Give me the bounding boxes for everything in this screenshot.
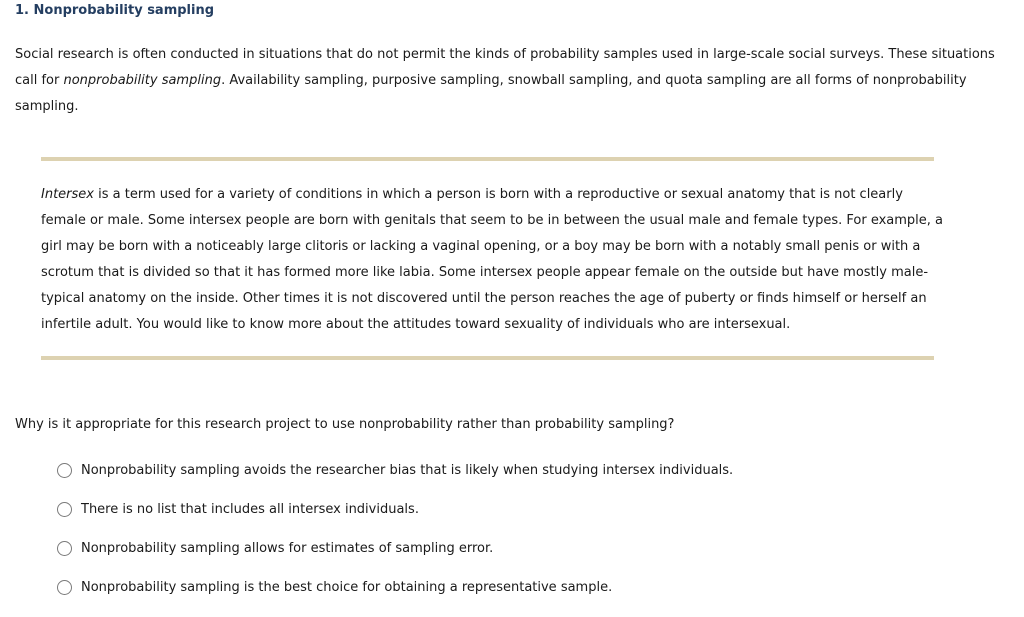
answer-option-label: Nonprobability sampling allows for estimates of sampling error.	[81, 540, 494, 556]
answer-option-3[interactable]	[57, 537, 733, 559]
scenario-text: is a term used for a variety of conditions in which a person is born with a reproductive or sexual anatomy that is not clearly female or male. Some intersex people are born with genitals that seem to be in between the usual male and female types. For example, a girl may be born with a noticeably large clitoris or lacking a vaginal opening, or a boy may be born with a notably small penis or with a scrotum that is divided so that it has formed more like labia. Some intersex people appear female on the outside but have mostly male-typical anatomy on the inside. Other times it is not discovered until the person reaches the age of puberty or finds himself or herself an infertile adult. You would like to know more about the attitudes toward sexuality of individuals who are intersexual.	[41, 187, 944, 332]
radio-button-icon[interactable]	[57, 580, 72, 595]
answer-option-label: There is no list that includes all intersex individuals.	[81, 501, 419, 517]
question-title: 1. Nonprobability sampling	[15, 3, 215, 18]
scenario-term: Intersex	[41, 187, 94, 202]
intro-paragraph	[15, 42, 1010, 120]
intro-text-2: . Availability sampling, purposive sampling, snowball sampling, and quota sampling are all forms of nonprobability sampling.	[15, 73, 967, 114]
intro-text-1: Social research is often conducted in situations that do not permit the kinds of probability samples used in large-scale social surveys. These situations call for	[15, 47, 995, 88]
radio-button-icon[interactable]	[57, 541, 72, 556]
answer-options	[57, 459, 733, 615]
radio-button-icon[interactable]	[57, 463, 72, 478]
answer-option-label: Nonprobability sampling is the best choice for obtaining a representative sample.	[81, 579, 613, 595]
intro-emphasis: nonprobability sampling	[63, 73, 222, 88]
scenario-paragraph	[41, 182, 946, 338]
answer-option-2[interactable]	[57, 498, 733, 520]
answer-option-1[interactable]	[57, 459, 733, 481]
radio-button-icon[interactable]	[57, 502, 72, 517]
answer-option-label: Nonprobability sampling avoids the researcher bias that is likely when studying intersex individuals.	[81, 462, 734, 478]
scenario-divider-bottom	[41, 356, 934, 360]
scenario-divider-top	[41, 157, 934, 161]
question-prompt: Why is it appropriate for this research project to use nonprobability rather than probability sampling?	[15, 417, 675, 432]
answer-option-4[interactable]	[57, 576, 733, 598]
